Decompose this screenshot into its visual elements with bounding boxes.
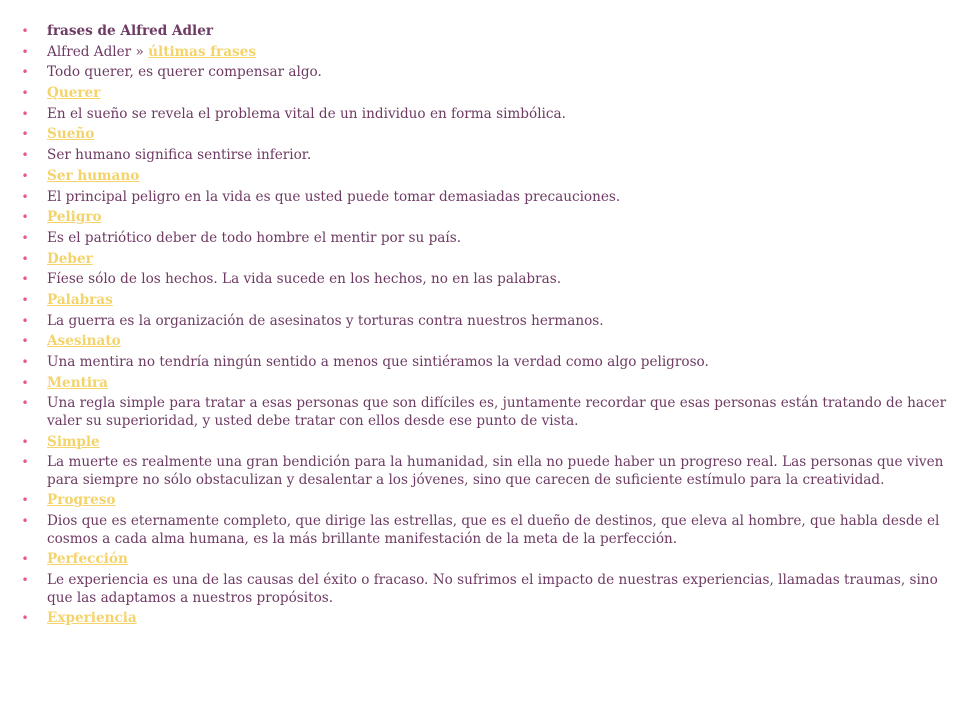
list-item-tag bbox=[19, 292, 948, 310]
quote-text: Una mentira no tendría ningún sentido a menos que sintiéramos la verdad como algo peligroso. bbox=[47, 354, 709, 370]
tag-link[interactable]: Asesinato bbox=[47, 333, 121, 350]
list-item-quote bbox=[19, 354, 948, 372]
list-item-quote bbox=[19, 147, 948, 165]
list-item-quote bbox=[19, 271, 948, 289]
quote-text: Es el patriótico deber de todo hombre el mentir por su país. bbox=[47, 229, 462, 246]
tag-link[interactable]: Querer bbox=[47, 85, 101, 102]
list-item-tag bbox=[19, 434, 948, 452]
tag-link[interactable]: Ser humano bbox=[47, 167, 140, 184]
list-item-tag bbox=[19, 333, 948, 351]
bullet-icon: • bbox=[21, 106, 29, 121]
bullet-icon: • bbox=[21, 148, 29, 163]
quote-text: Fíese sólo de los hechos. La vida sucede en los hechos, no en las palabras. bbox=[47, 271, 562, 288]
bullet-icon: • bbox=[21, 611, 29, 626]
breadcrumb-link[interactable]: últimas frases bbox=[148, 43, 256, 60]
bullet-icon: • bbox=[21, 514, 29, 529]
list-item-tag bbox=[19, 168, 948, 186]
list-item-tag bbox=[19, 126, 948, 144]
bullet-icon: • bbox=[21, 86, 29, 101]
quote-list bbox=[19, 23, 948, 628]
bullet-icon: • bbox=[21, 552, 29, 567]
bullet-icon: • bbox=[21, 168, 29, 183]
bullet-icon: • bbox=[21, 493, 29, 508]
bullet-icon: • bbox=[21, 230, 29, 245]
bullet-icon: • bbox=[21, 313, 29, 328]
list-item-tag bbox=[19, 551, 948, 569]
list-item-quote bbox=[19, 106, 948, 124]
bullet-icon: • bbox=[21, 24, 29, 38]
quote-text: En el sueño se revela el problema vital de un individuo en forma simbólica. bbox=[47, 105, 566, 122]
tag-link[interactable]: Peligro bbox=[47, 209, 102, 226]
list-item-tag bbox=[19, 251, 948, 269]
quote-text: La muerte es realmente una gran bendición para la humanidad, sin ella no puede haber un progreso real. Las personas que viven para siempre no sólo obstaculizan y desalentar a los jóvenes, sino que carecen de suficiente estímulo para la creatividad. bbox=[47, 454, 944, 488]
quote-text: El principal peligro en la vida es que usted puede tomar demasiadas precauciones. bbox=[47, 188, 621, 205]
tag-link[interactable]: Sueño bbox=[47, 126, 95, 143]
quote-text: Le experiencia es una de las causas del éxito o fracaso. No sufrimos el impacto de nuestras experiencias, llamadas traumas, sino que las adaptamos a nuestros propósitos. bbox=[47, 572, 938, 606]
tag-link[interactable]: Progreso bbox=[47, 492, 116, 509]
list-item-tag bbox=[19, 375, 948, 393]
bullet-icon: • bbox=[21, 355, 29, 369]
list-item-tag bbox=[19, 492, 948, 510]
list-item-tag bbox=[19, 85, 948, 103]
bullet-icon: • bbox=[21, 455, 29, 470]
bullet-icon: • bbox=[21, 251, 29, 266]
quote-text: Todo querer, es querer compensar algo. bbox=[47, 64, 322, 81]
bullet-icon: • bbox=[21, 292, 29, 307]
list-item-title bbox=[19, 23, 948, 41]
bullet-icon: • bbox=[21, 127, 29, 142]
breadcrumb-separator: » bbox=[131, 43, 149, 60]
breadcrumb bbox=[47, 44, 256, 60]
bullet-icon: • bbox=[21, 210, 29, 225]
tag-link[interactable]: Simple bbox=[47, 433, 100, 450]
list-item-quote bbox=[19, 572, 948, 607]
bullet-icon: • bbox=[21, 434, 29, 449]
list-item-breadcrumb bbox=[19, 44, 948, 62]
page-title: frases de Alfred Adler bbox=[47, 23, 214, 39]
breadcrumb-author: Alfred Adler bbox=[47, 43, 132, 60]
bullet-icon: • bbox=[21, 272, 29, 287]
list-item-quote bbox=[19, 395, 948, 430]
list-item-quote bbox=[19, 189, 948, 207]
list-item-quote bbox=[19, 313, 948, 331]
quote-text: La guerra es la organización de asesinatos y torturas contra nuestros hermanos. bbox=[47, 312, 604, 329]
tag-link[interactable]: Palabras bbox=[47, 291, 113, 308]
list-item-quote bbox=[19, 230, 948, 248]
bullet-icon: • bbox=[21, 573, 29, 587]
list-item-quote bbox=[19, 64, 948, 82]
list-item-quote bbox=[19, 454, 948, 489]
list-item-tag bbox=[19, 209, 948, 227]
tag-link[interactable]: Perfección bbox=[47, 551, 128, 568]
bullet-icon: • bbox=[21, 44, 29, 59]
quote-text: Una regla simple para tratar a esas personas que son difíciles es, juntamente recordar que esas personas están tratando de hacer valer su superioridad, y usted debe tratar con ellos desde ese punto de vista. bbox=[47, 395, 947, 429]
quote-text: Ser humano significa sentirse inferior. bbox=[47, 147, 312, 164]
tag-link[interactable]: Mentira bbox=[47, 374, 108, 391]
tag-link[interactable]: Deber bbox=[47, 250, 93, 267]
bullet-icon: • bbox=[21, 334, 29, 349]
tag-link[interactable]: Experiencia bbox=[47, 610, 137, 627]
bullet-icon: • bbox=[21, 189, 29, 204]
bullet-icon: • bbox=[21, 396, 29, 411]
list-item-quote bbox=[19, 513, 948, 548]
bullet-icon: • bbox=[21, 375, 29, 390]
bullet-icon: • bbox=[21, 65, 29, 80]
list-item-tag bbox=[19, 610, 948, 628]
quote-text: Dios que es eternamente completo, que dirige las estrellas, que es el dueño de destinos, que eleva al hombre, que habla desde el cosmos a cada alma humana, es la más brillante manifestación de la meta de la perfección. bbox=[47, 513, 940, 547]
